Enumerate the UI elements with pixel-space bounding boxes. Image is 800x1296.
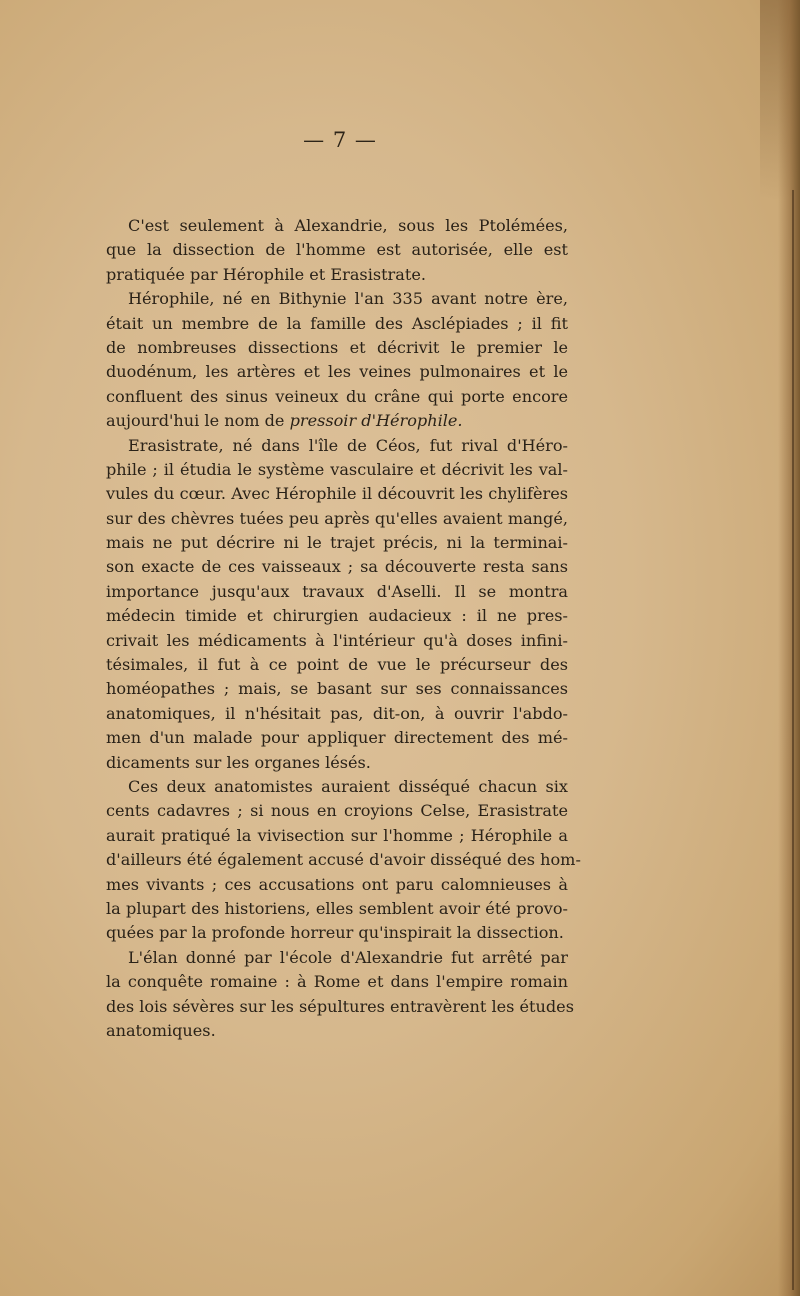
text-line-content: que la dissection de l'homme est autorisée, elle est bbox=[106, 240, 568, 260]
text-line bbox=[106, 629, 568, 653]
text-line-content: vules du cœur. Avec Hérophile il découvrit les chylifères bbox=[106, 484, 568, 504]
text-line bbox=[106, 873, 568, 897]
text-line-content: de nombreuses dissections et décrivit le premier le bbox=[106, 337, 568, 357]
text-line bbox=[106, 409, 568, 433]
page-number: — 7 — bbox=[303, 128, 377, 152]
text-line bbox=[106, 263, 568, 287]
text-line-content: la plupart des historiens, elles semblent avoir été provo- bbox=[106, 898, 568, 918]
text-line-content: tésimales, il fut à ce point de vue le précurseur des bbox=[106, 655, 568, 675]
text-line bbox=[106, 946, 568, 970]
text-line-content: L'élan donné par l'école d'Alexandrie fut arrêté par bbox=[128, 947, 568, 967]
text-line-content: anatomiques. bbox=[106, 1020, 216, 1040]
text-line bbox=[106, 507, 568, 531]
text-line-content: mes vivants ; ces accusations ont paru calomnieuses à bbox=[106, 874, 568, 894]
text-line bbox=[106, 775, 568, 799]
text-line-content: C'est seulement à Alexandrie, sous les Ptolémées, bbox=[128, 216, 568, 235]
text-line bbox=[106, 824, 568, 848]
text-line-content: quées par la profonde horreur qu'inspirait la dissection. bbox=[106, 923, 564, 943]
text-line-content: médecin timide et chirurgien audacieux : il ne pres- bbox=[106, 606, 568, 626]
text-line-content: Hérophile, né en Bithynie l'an 335 avant notre ère, bbox=[128, 289, 568, 309]
text-line bbox=[106, 482, 568, 506]
text-line bbox=[106, 653, 568, 677]
text-line-content: men d'un malade pour appliquer directement des mé- bbox=[106, 728, 568, 748]
text-line-content: était un membre de la famille des Asclépiades ; il fit bbox=[106, 313, 568, 333]
text-line bbox=[106, 677, 568, 701]
page-edge-line bbox=[792, 190, 794, 1290]
text-line-content: Ces deux anatomistes auraient disséqué chacun six bbox=[128, 776, 568, 796]
text-line bbox=[106, 385, 568, 409]
text-line-content: aujourd'hui le nom de bbox=[106, 411, 290, 431]
text-line-content: son exacte de ces vaisseaux ; sa découverte resta sans bbox=[106, 557, 568, 577]
text-line bbox=[106, 214, 568, 238]
text-line-content: la conquête romaine : à Rome et dans l'empire romain bbox=[106, 972, 568, 992]
text-line-content: aurait pratiqué la vivisection sur l'homme ; Hérophile a bbox=[106, 825, 568, 845]
text-line-content: dicaments sur les organes lésés. bbox=[106, 752, 371, 772]
text-line bbox=[106, 238, 568, 262]
text-line-content: des lois sévères sur les sépultures entravèrent les études bbox=[106, 996, 574, 1016]
text-line bbox=[106, 580, 568, 604]
text-line bbox=[106, 799, 568, 823]
text-line bbox=[106, 897, 568, 921]
body-text bbox=[106, 214, 581, 1043]
text-line bbox=[106, 312, 568, 336]
text-line-content: sur des chèvres tuées peu après qu'elles avaient mangé, bbox=[106, 508, 568, 528]
text-line bbox=[106, 921, 568, 945]
text-line bbox=[106, 360, 568, 384]
text-line-content: Erasistrate, né dans l'île de Céos, fut rival d'Héro- bbox=[128, 435, 568, 455]
text-line-content: crivait les médicaments à l'intérieur qu'à doses infini- bbox=[106, 630, 568, 650]
text-line bbox=[106, 995, 574, 1019]
text-line bbox=[106, 555, 568, 579]
text-line-content: phile ; il étudia le système vasculaire et décrivit les val- bbox=[106, 459, 568, 479]
text-line bbox=[106, 702, 568, 726]
text-line-content: d'ailleurs été également accusé d'avoir disséqué des hom- bbox=[106, 850, 581, 870]
text-line bbox=[106, 336, 568, 360]
text-line-content: confluent des sinus veineux du crâne qui porte encore bbox=[106, 386, 568, 406]
page-edge-shadow bbox=[778, 0, 800, 1296]
text-line bbox=[106, 604, 568, 628]
text-line bbox=[106, 531, 568, 555]
text-line bbox=[106, 848, 581, 872]
text-line bbox=[106, 287, 568, 311]
text-line bbox=[106, 970, 568, 994]
italic-term: pressoir d'Hérophile. bbox=[289, 411, 463, 431]
text-line-content: homéopathes ; mais, se basant sur ses connaissances bbox=[106, 679, 568, 699]
text-line-content: pratiquée par Hérophile et Erasistrate. bbox=[106, 264, 426, 284]
text-line-content: anatomiques, il n'hésitait pas, dit-on, à ouvrir l'abdo- bbox=[106, 703, 568, 723]
text-line-content: importance jusqu'aux travaux d'Aselli. Il se montra bbox=[106, 581, 568, 601]
text-line bbox=[106, 726, 568, 750]
text-line-content: mais ne put décrire ni le trajet précis, ni la terminai- bbox=[106, 533, 568, 553]
text-line bbox=[106, 434, 568, 458]
text-line-content: cents cadavres ; si nous en croyions Celse, Erasistrate bbox=[106, 801, 568, 821]
text-line-content: duodénum, les artères et les veines pulmonaires et le bbox=[106, 362, 568, 382]
text-line bbox=[106, 751, 568, 775]
text-line bbox=[106, 1019, 568, 1043]
text-line bbox=[106, 458, 568, 482]
